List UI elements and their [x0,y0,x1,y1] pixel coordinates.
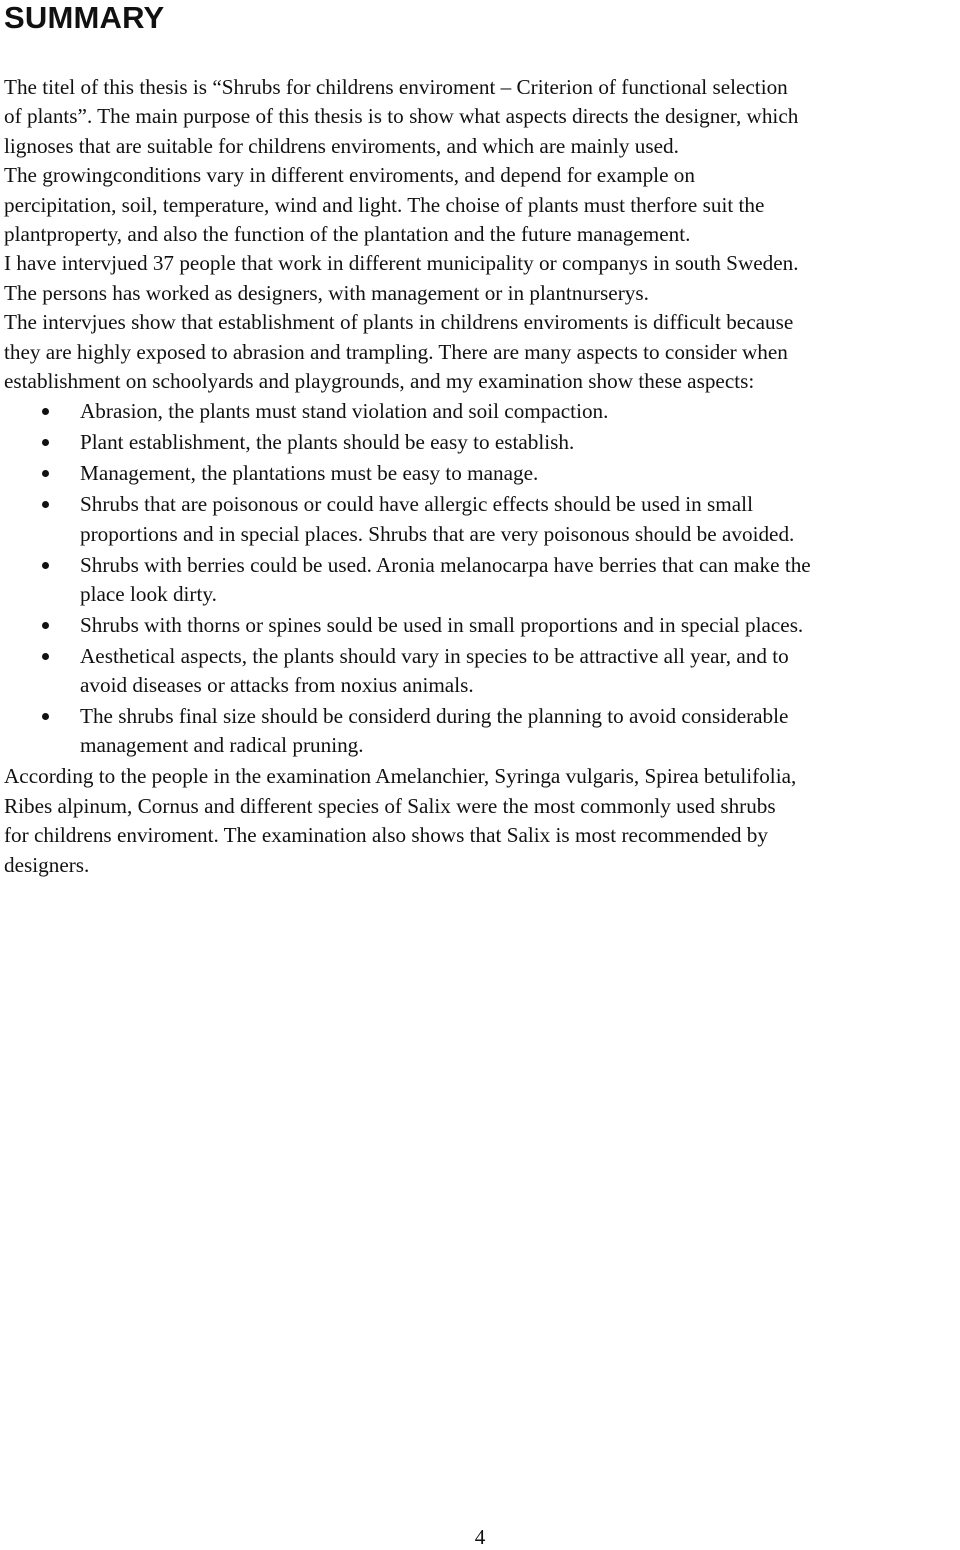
list-item [4,611,960,640]
bullet-icon [42,408,49,415]
list-item-line: Plant establishment, the plants should be easy to establish. [80,430,575,455]
paragraph-line: Ribes alpinum, Cornus and different species of Salix were the most commonly used shrubs [4,793,776,818]
closing-paragraph [4,762,960,880]
list-item-line: Shrubs with thorns or spines sould be used in small proportions and in special places. [80,612,804,637]
list-item [4,428,960,457]
paragraph-line: of plants”. The main purpose of this thesis is to show what aspects directs the designer, which [4,104,799,129]
list-item [4,490,960,549]
paragraph-line: The growingconditions vary in different enviroments, and depend for example on [4,163,695,188]
list-item-line: Management, the plantations must be easy to manage. [80,461,539,486]
paragraph-line: they are highly exposed to abrasion and trampling. There are many aspects to consider when [4,339,788,364]
bullet-icon [42,713,49,720]
list-item-line: Shrubs that are poisonous or could have allergic effects should be used in small [80,492,753,517]
bullet-icon [42,501,49,508]
list-item-line: The shrubs final size should be considerd during the planning to avoid considerable [80,704,789,729]
list-item [4,551,960,610]
bullet-icon [42,562,49,569]
list-item-line: avoid diseases or attacks from noxius animals. [80,673,474,698]
list-item-line: Aesthetical aspects, the plants should vary in species to be attractive all year, and to [80,643,789,668]
list-item [4,642,960,701]
aspects-list [4,397,960,760]
list-item [4,702,960,761]
paragraph-line: The intervjues show that establishment of plants in childrens enviroments is difficult because [4,310,794,335]
paragraph-line: designers. [4,852,90,877]
paragraph-line: I have intervjued 37 people that work in different municipality or companys in south Sweden. [4,251,799,276]
paragraph-line: percipitation, soil, temperature, wind and light. The choise of plants must therfore suit the [4,192,765,217]
bullet-icon [42,622,49,629]
summary-body [4,73,960,880]
paragraph-line: The titel of this thesis is “Shrubs for childrens enviroment – Criterion of functional selection [4,75,788,99]
list-item-line: Shrubs with berries could be used. Aronia melanocarpa have berries that can make the [80,552,811,577]
paragraph-line: for childrens enviroment. The examination also shows that Salix is most recommended by [4,823,768,848]
list-item-line: Abrasion, the plants must stand violation and soil compaction. [80,399,609,424]
bullet-icon [42,439,49,446]
paragraph-line: plantproperty, and also the function of the plantation and the future management. [4,222,691,247]
list-item-line: place look dirty. [80,581,217,606]
paragraph-line: lignoses that are suitable for childrens enviroments, and which are mainly used. [4,133,679,158]
page-number: 4 [474,1525,486,1549]
list-item-line: management and radical pruning. [80,733,364,758]
paragraph-line: According to the people in the examination Amelanchier, Syringa vulgaris, Spirea betulifolia, [4,764,797,789]
list-item [4,397,960,426]
paragraph-line: The persons has worked as designers, with management or in plantnurserys. [4,280,649,305]
paragraph-line: establishment on schoolyards and playgrounds, and my examination show these aspects: [4,369,755,394]
bullet-icon [42,653,49,660]
intro-paragraph [4,73,960,396]
list-item-line: proportions and in special places. Shrubs that are very poisonous should be avoided. [80,521,795,546]
page-title: SUMMARY [4,0,165,35]
list-item [4,459,960,488]
bullet-icon [42,470,49,477]
